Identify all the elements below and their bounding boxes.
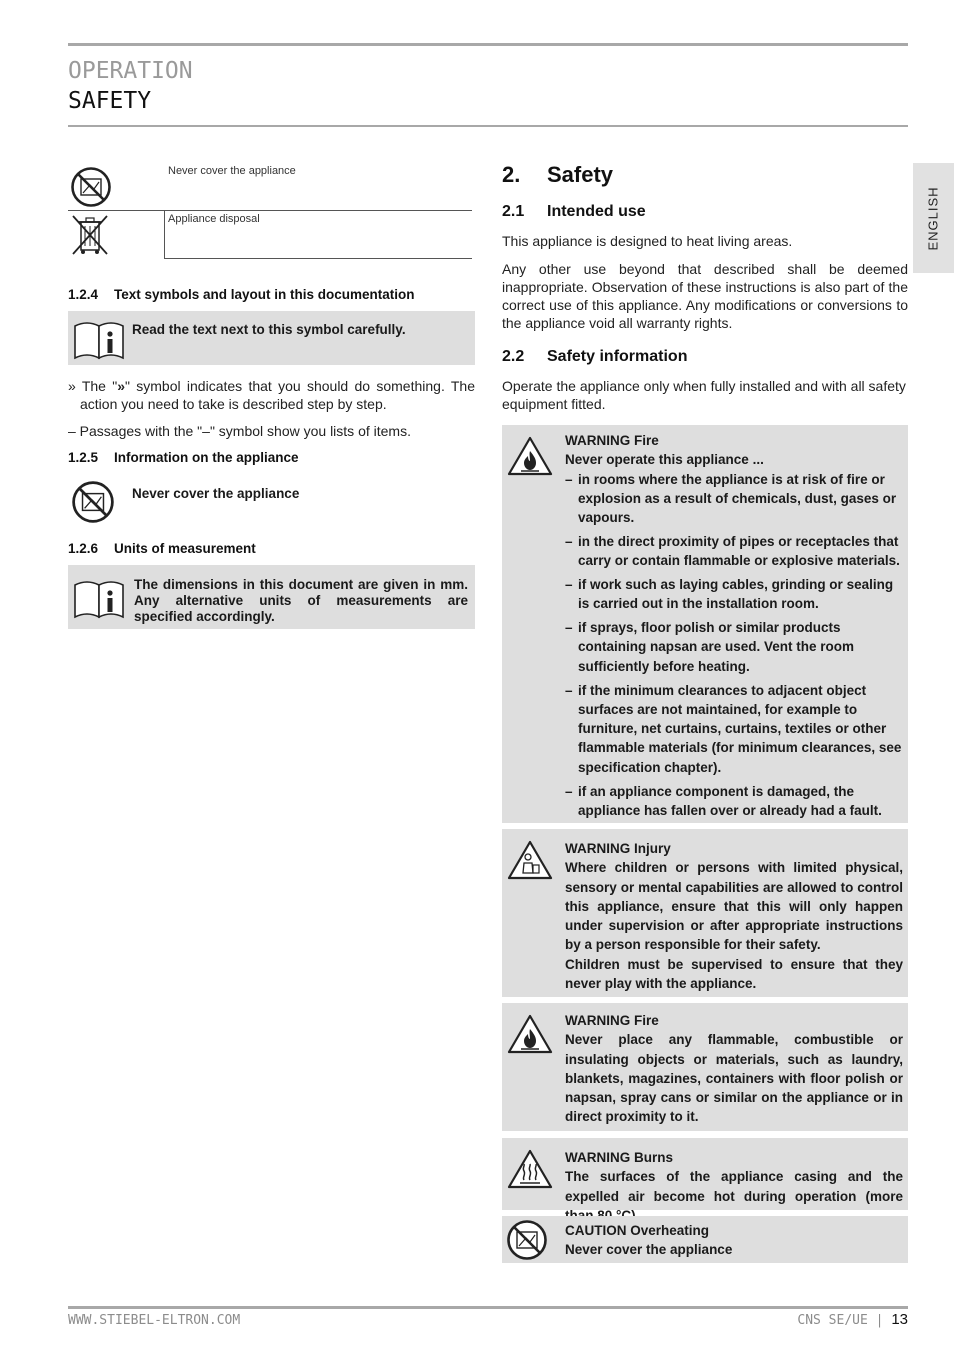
symbol-row-never-cover — [68, 160, 472, 210]
footer-separator: | — [875, 1313, 884, 1328]
disposal-bin-icon — [70, 213, 110, 257]
warning-box-burns — [502, 1138, 908, 1210]
warning-text: The surfaces of the appliance casing and the expelled air become hot during operation (more — [565, 1169, 903, 1204]
bullet-do-something: » The "»" symbol indicates that you should do something. The action you need to take is described step by step. — [68, 378, 476, 412]
section-heading-1-2-5: 1.2.5 Information on the appliance — [68, 450, 299, 465]
warning-title: WARNING Injury — [565, 841, 671, 856]
language-tab-label: ENGLISH — [926, 185, 942, 251]
footer-website-link[interactable]: WWW.STIEBEL-ELTRON.COM — [68, 1313, 241, 1328]
caution-box-overheating — [502, 1216, 908, 1263]
book-info-icon — [73, 579, 127, 619]
fire-warning-icon — [507, 435, 553, 477]
symbol-label: Never cover the appliance — [168, 165, 296, 177]
appliance-info-label: Never cover the appliance — [132, 486, 300, 501]
intended-use-p1: This appliance is designed to heat living areas. — [502, 233, 793, 249]
never-cover-icon — [70, 166, 112, 208]
warning-text: Never place any flammable, combustible or insulating objects or materials, such as laundry, blankets, magazines, containers with floor polish or napsan, spray cans or similar on the appliance or in direct proximity to it. — [565, 1032, 903, 1125]
never-cover-icon — [71, 480, 115, 524]
warning-text: Where children or persons with limited physical, sensory or mental capabilities are allowed to control this appliance, ensure that this will only happen under supervision or after appropriate instructions by a person responsible for their safety. — [565, 860, 903, 953]
header-section: OPERATION — [68, 58, 193, 84]
list-item: – if work such as laying cables, grinding or sealing is carried out in the installation room. — [565, 575, 903, 614]
page-number: 13 — [891, 1311, 908, 1328]
footer-model: CNS SE/UE — [797, 1313, 868, 1328]
footer-page-info — [797, 1311, 908, 1328]
warning-text: Never cover the appliance — [565, 1242, 733, 1258]
list-item: – if sprays, floor polish or similar products containing napsan are used. Vent the room sufficiently before heating. — [565, 618, 903, 676]
symbol-label: Appliance disposal — [168, 213, 260, 225]
note-text: The dimensions in this document are given in mm. Any alternative units of measurements are specified accordingly. — [134, 577, 468, 624]
warning-lead: Never operate this appliance ... — [565, 452, 764, 468]
bullet-list-items: – Passages with the "–" symbol show you lists of items. — [68, 423, 411, 439]
list-item: – in the direct proximity of pipes or receptacles that carry or contain flammable or explosive materials. — [565, 532, 903, 571]
warning-title: WARNING Burns — [565, 1150, 673, 1165]
header-bottom-rule — [68, 125, 908, 127]
footer-rule — [68, 1306, 908, 1309]
section-heading-1-2-6: 1.2.6 Units of measurement — [68, 541, 256, 556]
warning-title: WARNING Fire — [565, 433, 659, 448]
safety-info-p1: Operate the appliance only when fully installed and with all safety equipment fitted. — [502, 378, 906, 412]
list-item: – if an appliance component is damaged, the appliance has fallen over or already had a fault. — [565, 782, 903, 821]
section-heading-2-1: 2.1 Intended use — [502, 203, 646, 220]
header-title: SAFETY — [68, 88, 152, 114]
warning-box-fire — [502, 425, 908, 823]
note-box-units — [68, 565, 475, 629]
warning-title: CAUTION Overheating — [565, 1223, 710, 1238]
list-item: – if the minimum clearances to adjacent object surfaces are not maintained, for example to furniture, net curtains, curtains, textiles or other flammable materials (for minimum clearances, see specification chapter). — [565, 681, 903, 777]
book-info-icon — [73, 320, 127, 360]
section-heading-2-2: 2.2 Safety information — [502, 348, 688, 365]
symbol-row-disposal — [68, 211, 472, 258]
injury-warning-icon — [507, 839, 553, 881]
intended-use-p2: Any other use beyond that described shall be deemed inappropriate. Observation of these instructions is also part of the correct use of this appliance. Any modifications or conversions to the appliance void all warranty rights. — [502, 261, 908, 331]
warning-list — [565, 470, 903, 821]
chapter-heading-safety: 2. Safety — [502, 162, 614, 187]
note-box-read — [68, 311, 475, 365]
section-heading-1-2-4: 1.2.4 Text symbols and layout in this documentation — [68, 287, 415, 302]
language-tab[interactable] — [913, 163, 954, 273]
list-item: – in rooms where the appliance is at risk of fire or explosion as a result of chemicals, dust, gases or vapours. — [565, 470, 903, 528]
warning-box-fire-objects — [502, 1003, 908, 1131]
note-text: Read the text next to this symbol carefully. — [132, 322, 406, 337]
burns-warning-icon — [507, 1148, 553, 1190]
header-top-rule — [68, 43, 908, 46]
warning-text: Children must be supervised to ensure that they never play with the appliance. — [565, 956, 903, 992]
fire-warning-icon — [507, 1013, 553, 1055]
table-bottom-rule — [164, 258, 472, 259]
warning-title: WARNING Fire — [565, 1013, 659, 1028]
never-cover-icon — [506, 1219, 548, 1261]
warning-box-injury — [502, 829, 908, 997]
